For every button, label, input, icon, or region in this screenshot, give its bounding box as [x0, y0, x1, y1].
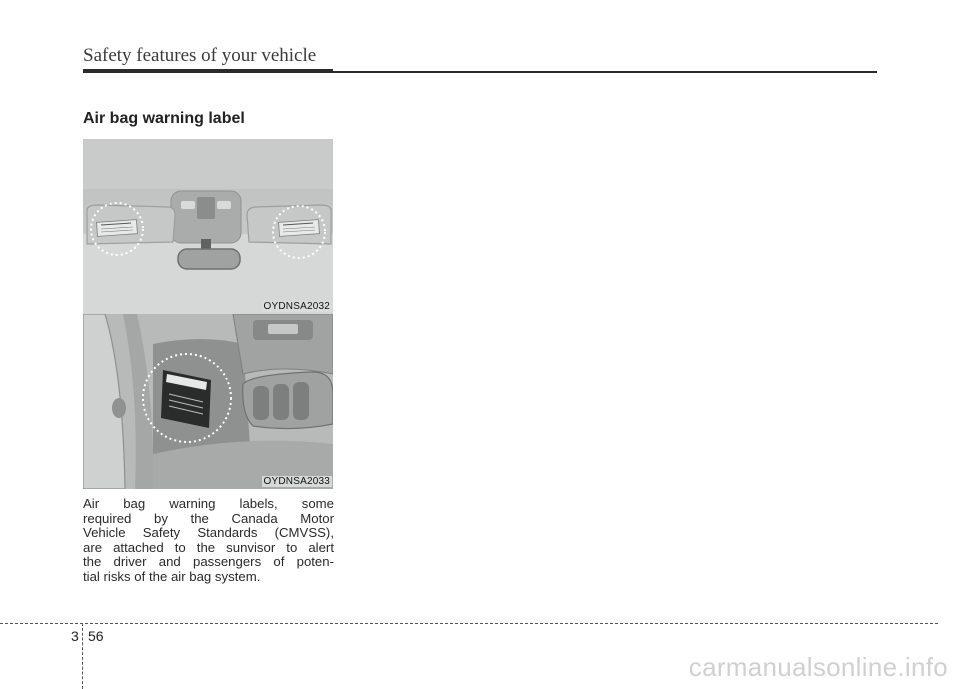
figure-code: OYDNSA2032	[263, 301, 330, 312]
body-line: required by the Canada Motor	[83, 510, 334, 526]
page-number: 56	[88, 628, 104, 644]
header-rule-thin	[333, 71, 877, 73]
body-line: Vehicle Safety Standards (CMVSS),	[83, 525, 334, 541]
section-heading: Air bag warning label	[83, 110, 245, 127]
body-paragraph	[83, 497, 334, 585]
body-line: Air bag warning labels, some	[83, 496, 334, 511]
body-line: are attached to the sunvisor to alert	[83, 539, 334, 555]
body-line: the driver and passengers of poten-	[83, 554, 334, 570]
sunvisor-illustration	[83, 139, 333, 314]
footer-vertical-divider	[82, 623, 83, 689]
side-panel-illustration	[83, 314, 333, 489]
footer-divider	[0, 623, 938, 624]
chapter-number: 3	[71, 628, 79, 644]
figure-code: OYDNSA2033	[263, 476, 330, 487]
body-line: tial risks of the air bag system.	[83, 568, 261, 584]
header-title: Safety features of your vehicle	[83, 45, 317, 66]
side-label-figure	[83, 314, 333, 489]
watermark: carmanualsonline.info	[688, 652, 948, 682]
sunvisor-labels-figure	[83, 139, 333, 314]
header-rule-thick	[83, 69, 333, 73]
